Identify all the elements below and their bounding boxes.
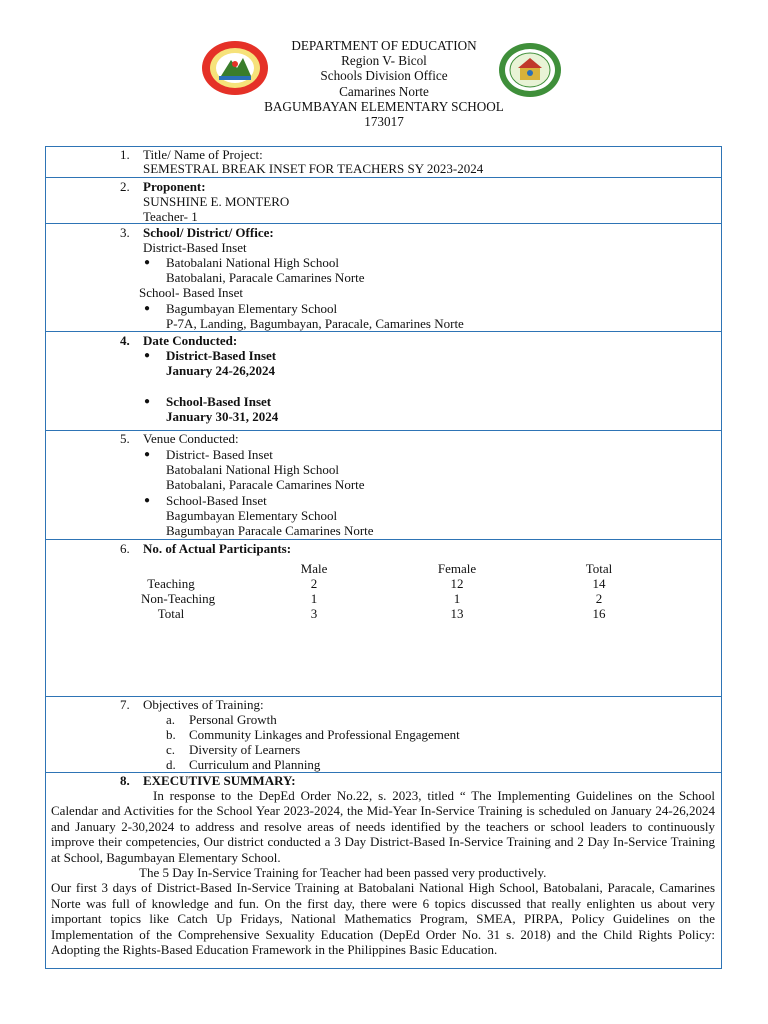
cell-female: 1	[453, 591, 461, 606]
column-header-total: Total	[585, 561, 613, 576]
section-label: School/ District/ Office:	[143, 225, 274, 240]
district-school: Batobalani National High School	[166, 462, 339, 477]
school-address: Bagumbayan Paracale Camarines Norte	[166, 523, 374, 538]
header-region: Region V- Bicol	[341, 53, 427, 69]
district-address: Batobalani, Paracale Camarines Norte	[166, 270, 365, 285]
district-date: January 24-26,2024	[166, 363, 276, 378]
section-executive-summary: 8. EXECUTIVE SUMMARY: In response to the DepEd Order No.22, s. 2023, titled “ The Implementing Guidelines on the School Calendar and Activities for the School Year 2023-2024, the Mid-Year In-Service Training is scheduled on January 24-26,2024 and January 2-30,2024 to address and resolve areas of needs identified by the teachers or school leaders to continuously improve their competencies, Our district conducted a 3 Day District-Based In-Service Training and 2 Day In-Service Training at School, Bagumbayan Elementary School. The 5 Day In-Service Training for Teacher had been passed very productively. Our first 3 days of District-Based In-Service Training at Batobalani National High School, Batobalani, Paracale, Camarines Norte was full of knowledge and fun. On the first day, there were 6 topics discussed that really enlighten us about very important topics like Catch Up Fridays, National Mathematics Program, SMEA, PIRPA, Policy Guidelines on the Implementation of the Comprehensive Sexuality Education (DepEd Order No. 31 s. 2018) and the Child Rights Policy: Adopting the Rights-Based Education Framework in the Philippines Basic Education.	[46, 772, 721, 968]
cell-total: 14	[592, 576, 606, 591]
bullet-icon: ●	[144, 257, 151, 268]
section-label: Title/ Name of Project:	[143, 147, 263, 162]
district-based-label: District-Based Inset	[166, 348, 277, 363]
header-province: Camarines Norte	[339, 83, 429, 99]
section-label: Objectives of Training:	[143, 697, 264, 712]
header-school-name: BAGUMBAYAN ELEMENTARY SCHOOL	[264, 98, 504, 114]
document-header	[0, 38, 768, 129]
column-header-female: Female	[437, 561, 477, 576]
report-table	[45, 146, 722, 969]
summary-paragraph: In response to the DepEd Order No.22, s. 2023, titled “ The Implementing Guidelines on the School Calendar and Activities for the School Year 2023-2024, the Mid-Year In-Service Training is scheduled on January 24-26,2024 and January 2-30,2024 to address and resolve areas of needs identified by the teachers or school leaders to continuously improve their competencies, Our district conducted a 3 Day District-Based In-Service Training and 2 Day In-Service Training at School, Bagumbayan Elementary School.	[51, 788, 715, 865]
section-objectives: 7. Objectives of Training: a. Personal Growth b. Community Linkages and Professional Engagement c. Diversity of Learners d. Curriculum and Planning	[46, 696, 721, 772]
summary-paragraph: The 5 Day In-Service Training for Teacher had been passed very productively.	[139, 865, 547, 881]
school-address: P-7A, Landing, Bagumbayan, Paracale, Camarines Norte	[166, 316, 464, 331]
header-division-office: Schools Division Office	[320, 68, 448, 84]
section-proponent: 2. Proponent: SUNSHINE E. MONTERO Teacher- 1	[46, 177, 721, 223]
row-label: Teaching	[147, 576, 195, 591]
bullet-icon: ●	[144, 396, 151, 407]
section-school-office: 3. School/ District/ Office: District-Based Inset ● Batobalani National High School Batobalani, Paracale Camarines Norte School- Based Inset ● Bagumbayan Elementary School P-7A, Landing, Bagumbayan, Paracale, Camarines Norte	[46, 223, 721, 331]
school-name: Bagumbayan Elementary School	[166, 508, 338, 523]
district-based-label: District-Based Inset	[143, 240, 247, 255]
cell-total: 16	[592, 606, 606, 621]
district-based-label: District- Based Inset	[166, 447, 273, 462]
header-department: DEPARTMENT OF EDUCATION	[291, 38, 477, 53]
executive-summary-body	[51, 788, 715, 957]
bullet-icon: ●	[144, 350, 151, 361]
section-label: Venue Conducted:	[143, 431, 239, 446]
summary-paragraph: Our first 3 days of District-Based In-Service Training at Batobalani National High School, Batobalani, Paracale, Camarines Norte was full of knowledge and fun. On the first day, there were 6 topics discussed that really enlighten us about very important topics like Catch Up Fridays, National Mathematics Program, SMEA, PIRPA, Policy Guidelines on the Implementation of the Comprehensive Sexuality Education (DepEd Order No. 31 s. 2018) and the Child Rights Policy: Adopting the Rights-Based Education Framework in the Philippines Basic Education.	[51, 880, 715, 958]
proponent-name: SUNSHINE E. MONTERO	[143, 194, 290, 209]
section-label: Proponent:	[143, 179, 206, 194]
cell-total: 2	[595, 591, 603, 606]
section-title: 1. Title/ Name of Project: SEMESTRAL BREAK INSET FOR TEACHERS SY 2023-2024	[120, 147, 484, 176]
row-label: Total	[157, 606, 185, 621]
cell-male: 2	[310, 576, 318, 591]
proponent-position: Teacher- 1	[143, 209, 198, 224]
bullet-icon: ●	[144, 449, 151, 460]
cell-female: 13	[450, 606, 464, 621]
section-label: Date Conducted:	[143, 333, 238, 348]
section-label: EXECUTIVE SUMMARY:	[143, 773, 296, 788]
section-participants: 6. No. of Actual Participants: Male Female Total Teaching 2 12 14 Non-Teaching 1 1 2 Total 3 13 16	[46, 539, 721, 696]
bullet-icon: ●	[144, 495, 151, 506]
school-based-label: School-Based Inset	[166, 394, 272, 409]
cell-male: 1	[310, 591, 318, 606]
section-label: No. of Actual Participants:	[143, 541, 292, 556]
school-name: Bagumbayan Elementary School	[166, 301, 338, 316]
school-date: January 30-31, 2024	[166, 409, 279, 424]
row-label: Non-Teaching	[141, 591, 216, 606]
cell-female: 12	[450, 576, 464, 591]
district-address: Batobalani, Paracale Camarines Norte	[166, 477, 365, 492]
project-title: SEMESTRAL BREAK INSET FOR TEACHERS SY 2023-2024	[143, 161, 484, 176]
school-based-label: School- Based Inset	[139, 285, 243, 300]
district-school: Batobalani National High School	[166, 255, 339, 270]
section-venue: 5. Venue Conducted: ● District- Based Inset Batobalani National High School Batobalani, Paracale Camarines Norte ● School-Based Inset Bagumbayan Elementary School Bagumbayan Paracale Camarines Norte	[46, 430, 721, 539]
school-based-label: School-Based Inset	[166, 493, 267, 508]
section-date-conducted: 4. Date Conducted: ● District-Based Inset January 24-26,2024 ● School-Based Inset January 30-31, 2024	[46, 331, 721, 430]
column-header-male: Male	[300, 561, 328, 576]
bullet-icon: ●	[144, 303, 151, 314]
header-school-id: 173017	[364, 114, 404, 130]
cell-male: 3	[310, 606, 318, 621]
